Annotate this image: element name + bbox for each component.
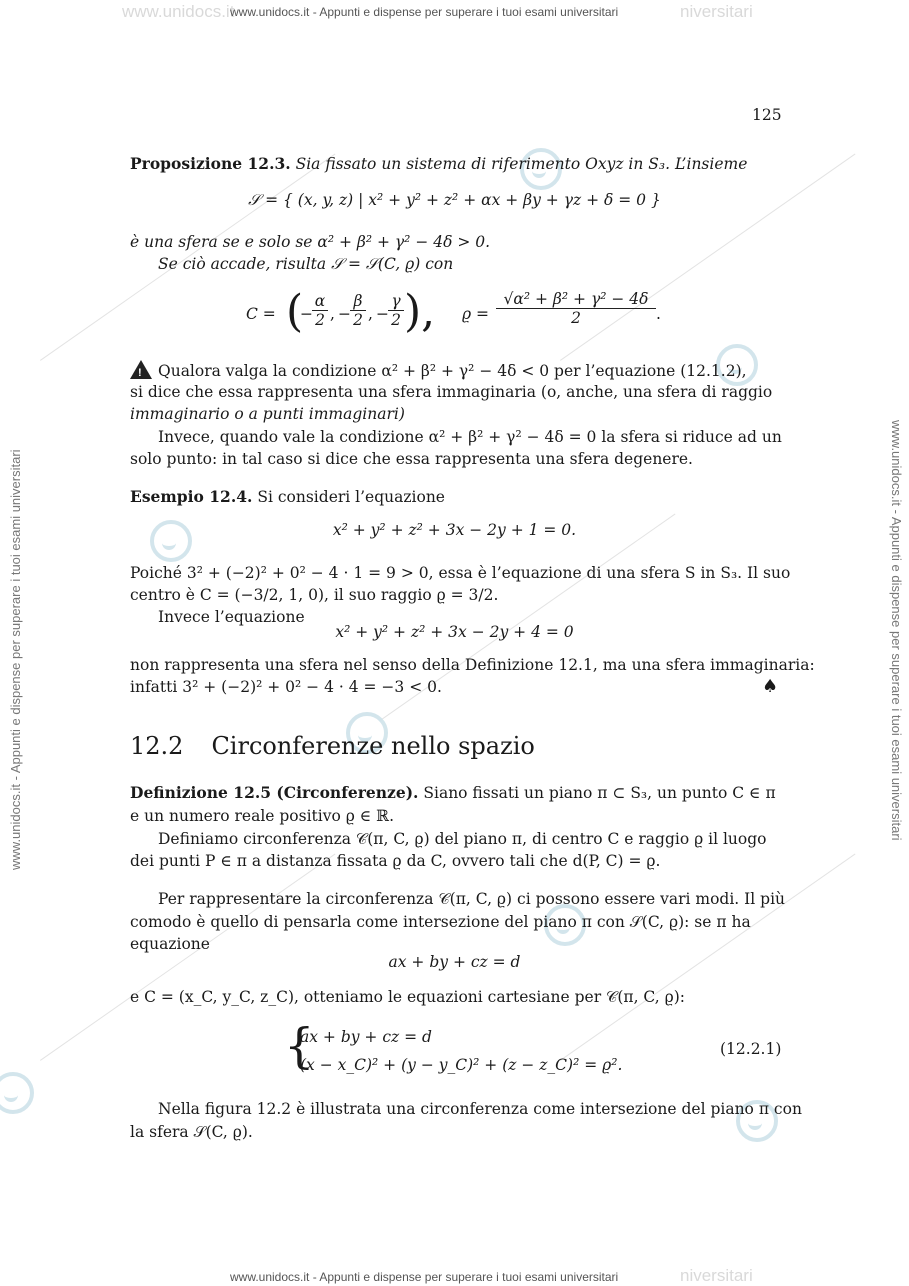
section-title: Circonferenze nello spazio <box>211 732 535 760</box>
fraction-denominator: 2 <box>391 311 401 329</box>
body-line: la sfera 𝒮(C, ϱ). <box>130 1123 253 1141</box>
example-equation: x² + y² + z² + 3x − 2y + 1 = 0. <box>332 521 577 539</box>
example-line: centro è C = (−3/2, 1, 0), il suo raggio ϱ = 3/2. <box>130 586 499 604</box>
watermark-bottom[interactable]: www.unidocs.it - Appunti e dispense per superare i tuoi esami universitari <box>230 1270 619 1284</box>
section-heading <box>130 732 535 760</box>
definition-line: dei punti P ∈ π a distanza fissata ϱ da C, ovvero tali che d(P, C) = ϱ. <box>130 852 661 870</box>
proposition-line <box>130 154 747 174</box>
comma: , <box>368 305 373 323</box>
proposition-condition: è una sfera se e solo se α² + β² + γ² − 4δ > 0. <box>130 233 491 251</box>
fraction-numerator: α <box>312 292 328 311</box>
minus-sign: − <box>376 305 389 323</box>
example-equation: x² + y² + z² + 3x − 2y + 4 = 0 <box>335 623 574 641</box>
center-gamma-fraction <box>388 292 404 329</box>
warning-text: Qualora valga la condizione α² + β² + γ² − 4δ < 0 per l’equazione (12.1.2), <box>158 362 747 380</box>
system-equation-2: (x − x_C)² + (y − y_C)² + (z − z_C)² = ϱ². <box>300 1056 623 1074</box>
warning-line: immaginario o a punti immaginari) <box>130 405 405 423</box>
watermark-faint: niversitari <box>680 1266 753 1285</box>
plane-equation: ax + by + cz = d <box>388 953 521 971</box>
watermark-faint: niversitari <box>680 2 753 21</box>
body-line: Nella figura 12.2 è illustrata una circonferenza come intersezione del piano π con <box>158 1100 802 1118</box>
fraction-denominator: 2 <box>315 311 325 329</box>
watermark-right: www.unidocs.it - Appunti e dispense per superare i tuoi esami universitari <box>889 420 904 841</box>
proposition-equation: 𝒮 = { (x, y, z) | x² + y² + z² + αx + βy + γz + δ = 0 } <box>248 191 661 209</box>
page-number: 125 <box>752 106 782 124</box>
example-line: infatti 3² + (−2)² + 0² − 4 · 4 = −3 < 0. <box>130 678 442 696</box>
warning-line: Invece, quando vale la condizione α² + β² + γ² − 4δ = 0 la sfera si riduce ad un <box>158 428 782 446</box>
warning-line: si dice che essa rappresenta una sfera immaginaria (o, anche, una sfera di raggio <box>130 383 773 401</box>
center-paren-open: ( <box>286 286 304 337</box>
watermark-left: www.unidocs.it - Appunti e dispense per superare i tuoi esami universitari <box>8 449 23 870</box>
system-brace: { <box>284 1018 315 1074</box>
example-label: Esempio 12.4. <box>130 487 253 506</box>
body-line: comodo è quello di pensarla come intersezione del piano π con 𝒮(C, ϱ): se π ha <box>130 913 751 931</box>
warning-icon <box>130 360 152 379</box>
fraction-denominator: 2 <box>353 311 363 329</box>
radius-end: . <box>656 305 661 323</box>
proposition-label: Proposizione 12.3. <box>130 154 291 173</box>
watermark-line <box>560 154 855 361</box>
body-line: equazione <box>130 935 210 953</box>
spade-icon: ♠ <box>762 676 779 697</box>
proposition-text: Sia fissato un sistema di riferimento Oxyz in S₃. L’insieme <box>295 155 748 173</box>
equation-number: (12.2.1) <box>720 1040 782 1058</box>
center-alpha-fraction <box>312 292 328 329</box>
example-line: Invece l’equazione <box>158 608 305 626</box>
center-lhs: C = <box>246 305 276 323</box>
example-line <box>130 487 445 507</box>
definition-line: Definiamo circonferenza 𝒞(π, C, ϱ) del piano π, di centro C e raggio ϱ il luogo <box>158 830 767 848</box>
proposition-consequence: Se ciò accade, risulta 𝒮 = 𝒮(C, ϱ) con <box>158 255 454 273</box>
body-line: Per rappresentare la circonferenza 𝒞(π, C, ϱ) ci possono essere vari modi. Il più <box>158 890 786 908</box>
radius-denominator: 2 <box>571 309 581 327</box>
fraction-numerator: γ <box>388 292 404 311</box>
unidocs-logo-icon <box>0 1072 34 1114</box>
watermark-faint: www.unidocs.it <box>122 2 235 21</box>
watermark-top[interactable]: www.unidocs.it - Appunti e dispense per superare i tuoi esami universitari <box>230 5 619 19</box>
body-line: e C = (x_C, y_C, z_C), otteniamo le equazioni cartesiane per 𝒞(π, C, ϱ): <box>130 988 685 1006</box>
radius-lhs: ϱ = <box>462 305 490 323</box>
warning-line: solo punto: in tal caso si dice che essa rappresenta una sfera degenere. <box>130 450 693 468</box>
definition-label: Definizione 12.5 (Circonferenze). <box>130 783 419 802</box>
fraction-numerator: β <box>350 292 366 311</box>
minus-sign: − <box>338 305 351 323</box>
example-text: Si consideri l’equazione <box>257 488 445 506</box>
minus-sign: − <box>300 305 313 323</box>
comma: , <box>330 305 335 323</box>
section-number: 12.2 <box>130 732 184 760</box>
example-line: Poiché 3² + (−2)² + 0² − 4 · 1 = 9 > 0, essa è l’equazione di una sfera S in S₃. Il suo <box>130 564 791 582</box>
system-equation-1: ax + by + cz = d <box>300 1028 432 1046</box>
definition-line: e un numero reale positivo ϱ ∈ ℝ. <box>130 807 394 825</box>
example-line: non rappresenta una sfera nel senso della Definizione 12.1, ma una sfera immaginaria: <box>130 656 815 674</box>
center-paren-close: ), <box>404 286 436 337</box>
definition-text: Siano fissati un piano π ⊂ S₃, un punto C ∈ π <box>423 784 776 802</box>
warning-line <box>130 360 747 381</box>
radius-fraction <box>496 290 656 327</box>
center-beta-fraction <box>350 292 366 329</box>
definition-line <box>130 783 776 803</box>
radius-numerator: √α² + β² + γ² − 4δ <box>496 290 656 309</box>
